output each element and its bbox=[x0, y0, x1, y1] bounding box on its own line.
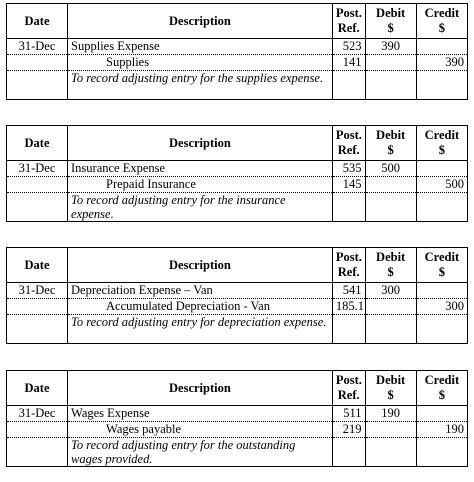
debit-account: Supplies Expense bbox=[68, 39, 333, 55]
entry-date: 31-Dec bbox=[7, 283, 68, 299]
credit-amount: 300 bbox=[416, 299, 467, 315]
empty-date-cell bbox=[7, 299, 68, 315]
journal-entry-2 bbox=[6, 125, 468, 222]
debit-account: Wages Expense bbox=[68, 406, 333, 422]
memo-line bbox=[7, 315, 468, 344]
empty-debit-cell bbox=[365, 177, 416, 193]
credit-line bbox=[7, 177, 468, 193]
empty-credit-cell bbox=[416, 193, 467, 222]
journal-entry-3 bbox=[6, 247, 468, 344]
debit-account: Insurance Expense bbox=[68, 161, 333, 177]
debit-header: Debit $ bbox=[365, 4, 416, 39]
debit-amount: 190 bbox=[365, 406, 416, 422]
entry-memo: To record adjusting entry for the insurance expense. bbox=[68, 193, 333, 222]
credit-account: Accumulated Depreciation - Van bbox=[68, 299, 333, 315]
entry-memo: To record adjusting entry for depreciation expense. bbox=[68, 315, 333, 344]
entry-date: 31-Dec bbox=[7, 406, 68, 422]
empty-debit-cell bbox=[365, 55, 416, 71]
journal-table bbox=[6, 370, 468, 467]
empty-ref-cell bbox=[332, 71, 365, 100]
credit-post-ref: 219 bbox=[332, 422, 365, 438]
description-header: Description bbox=[68, 126, 333, 161]
credit-header: Credit $ bbox=[416, 371, 467, 406]
empty-debit-cell bbox=[365, 71, 416, 100]
post-ref-header: Post. Ref. bbox=[332, 4, 365, 39]
empty-debit-cell bbox=[365, 315, 416, 344]
empty-debit-cell bbox=[365, 193, 416, 222]
date-header: Date bbox=[7, 126, 68, 161]
post-ref-header: Post. Ref. bbox=[332, 371, 365, 406]
credit-amount: 500 bbox=[416, 177, 467, 193]
memo-line bbox=[7, 71, 468, 100]
credit-header: Credit $ bbox=[416, 4, 467, 39]
credit-line bbox=[7, 55, 468, 71]
empty-date-cell bbox=[7, 177, 68, 193]
credit-account: Prepaid Insurance bbox=[68, 177, 333, 193]
empty-credit-cell bbox=[416, 283, 467, 299]
empty-credit-cell bbox=[416, 406, 467, 422]
memo-line bbox=[7, 193, 468, 222]
debit-account: Depreciation Expense – Van bbox=[68, 283, 333, 299]
memo-line bbox=[7, 438, 468, 467]
description-header: Description bbox=[68, 4, 333, 39]
journal-table bbox=[6, 3, 468, 100]
empty-ref-cell bbox=[332, 193, 365, 222]
description-header: Description bbox=[68, 371, 333, 406]
date-header: Date bbox=[7, 248, 68, 283]
empty-debit-cell bbox=[365, 438, 416, 467]
debit-post-ref: 541 bbox=[332, 283, 365, 299]
empty-debit-cell bbox=[365, 299, 416, 315]
journal-table bbox=[6, 247, 468, 344]
empty-credit-cell bbox=[416, 161, 467, 177]
credit-post-ref: 141 bbox=[332, 55, 365, 71]
debit-header: Debit $ bbox=[365, 248, 416, 283]
empty-date-cell bbox=[7, 193, 68, 222]
debit-amount: 500 bbox=[365, 161, 416, 177]
journal-entry-1 bbox=[6, 3, 468, 100]
debit-header: Debit $ bbox=[365, 126, 416, 161]
empty-ref-cell bbox=[332, 315, 365, 344]
date-header: Date bbox=[7, 371, 68, 406]
debit-line bbox=[7, 39, 468, 55]
credit-header: Credit $ bbox=[416, 126, 467, 161]
journal-table bbox=[6, 125, 468, 222]
debit-post-ref: 523 bbox=[332, 39, 365, 55]
debit-line bbox=[7, 406, 468, 422]
credit-post-ref: 185.1 bbox=[332, 299, 365, 315]
credit-amount: 390 bbox=[416, 55, 467, 71]
debit-amount: 300 bbox=[365, 283, 416, 299]
credit-header: Credit $ bbox=[416, 248, 467, 283]
journal-entry-4 bbox=[6, 370, 468, 467]
empty-credit-cell bbox=[416, 71, 467, 100]
description-header: Description bbox=[68, 248, 333, 283]
empty-date-cell bbox=[7, 315, 68, 344]
date-header: Date bbox=[7, 4, 68, 39]
entry-date: 31-Dec bbox=[7, 39, 68, 55]
empty-date-cell bbox=[7, 438, 68, 467]
empty-date-cell bbox=[7, 422, 68, 438]
debit-post-ref: 535 bbox=[332, 161, 365, 177]
entry-memo: To record adjusting entry for the supplies expense. bbox=[68, 71, 333, 100]
post-ref-header: Post. Ref. bbox=[332, 248, 365, 283]
entry-memo: To record adjusting entry for the outstanding wages provided. bbox=[68, 438, 333, 467]
empty-credit-cell bbox=[416, 438, 467, 467]
credit-line bbox=[7, 299, 468, 315]
empty-credit-cell bbox=[416, 39, 467, 55]
credit-account: Wages payable bbox=[68, 422, 333, 438]
debit-line bbox=[7, 283, 468, 299]
credit-line bbox=[7, 422, 468, 438]
debit-header: Debit $ bbox=[365, 371, 416, 406]
debit-line bbox=[7, 161, 468, 177]
empty-date-cell bbox=[7, 55, 68, 71]
credit-account: Supplies bbox=[68, 55, 333, 71]
entry-date: 31-Dec bbox=[7, 161, 68, 177]
credit-amount: 190 bbox=[416, 422, 467, 438]
post-ref-header: Post. Ref. bbox=[332, 126, 365, 161]
debit-post-ref: 511 bbox=[332, 406, 365, 422]
empty-debit-cell bbox=[365, 422, 416, 438]
debit-amount: 390 bbox=[365, 39, 416, 55]
credit-post-ref: 145 bbox=[332, 177, 365, 193]
empty-date-cell bbox=[7, 71, 68, 100]
empty-credit-cell bbox=[416, 315, 467, 344]
empty-ref-cell bbox=[332, 438, 365, 467]
